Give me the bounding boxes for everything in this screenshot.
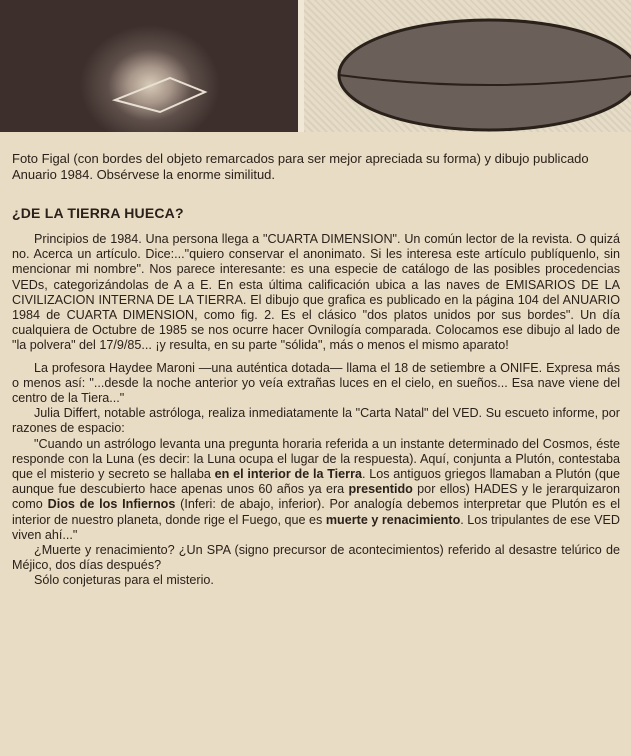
quote-bold-4: muerte y renacimiento xyxy=(325,512,461,527)
figure-caption: Foto Figal (con bordes del objeto remarcados para ser mejor apreciada su forma) y dibujo publicado Anuario 1984. Obsérvese la enorme similitud. xyxy=(12,151,589,182)
quote-part-f: . Los tripulantes de ese VED viven ahí..." xyxy=(12,512,620,542)
quote-bold-1: en el interior de la Tierra xyxy=(214,467,362,482)
quote-part-a: "Cuando un astrólogo levanta una pregunta horaria referida a un instante determinado del Cosmos, éste responde con la Luna (es decir: la Luna ocupa el lugar de la respuesta). Aquí, conjunta a Plutón, contestaba que el misterio y secreto se hallaba xyxy=(12,436,620,482)
photo-strip xyxy=(0,0,631,146)
quote-part-e: (Inferi: de abajo, inferior). Por analogía debemos interpretar que Plutón es el interior de nuestro planeta, donde rige el Fuego, que es xyxy=(12,497,621,527)
quote-part-c: . Los antiguos griegos llamaban a Plutón (que aunque fue descubierto hace apenas unos 60 años ya era xyxy=(12,467,620,497)
ufo-outline-photo xyxy=(0,0,298,146)
paragraph-1: Principios de 1984. Una persona llega a "CUARTA DIMENSION". Un común lector de la revista. O quizá no. Acerca un artículo. Dice:..."quiero conservar el anonimato. Si les interesa este artículo publíquenlo, sin mencionar mi nombre". Nos parece interesante: es una especie de catálogo de las posibles procedencias VEDs, categorizándolas de A a E. En esta última calificación ubica a las naves de EMISARIOS DE LA CIVILIZACION INTERNA DE LA TIERRA. El dibujo que grafica es publicado en la página 104 del ANUARIO 1984 de CUARTA DIMENSION, como fig. 2. Es el clásico "dos platos unidos por sus bordes". Un día cualquiera de Octubre de 1985 se nos ocurre hacer Ovnilogía comparada. Colocamos ese dibujo al lado de "la polvera" del 17/9/85... ¡y resulta, en su parte "sólida", más o menos el mismo aparato! xyxy=(12,232,620,353)
saucer-drawing xyxy=(304,0,631,146)
anuario-drawing xyxy=(304,0,631,146)
paragraph-3: Julia Differt, notable astróloga, realiza inmediatamente la "Carta Natal" del VED. Su escueto informe, por razones de espacio: xyxy=(12,406,620,436)
figal-photo xyxy=(0,0,298,146)
quote-bold-3: Dios de los Infiernos xyxy=(47,497,176,512)
quote-part-d: por ellos) HADES y le jerarquizaron como xyxy=(12,482,621,512)
astrology-quote xyxy=(12,437,620,543)
article-body xyxy=(12,232,620,589)
paragraph-5: Sólo conjeturas para el misterio. xyxy=(34,573,214,588)
paragraph-4: ¿Muerte y renacimiento? ¿Un SPA (signo precursor de acontecimientos) referido al desastre telúrico de Méjico, dos días después? xyxy=(12,543,620,573)
paragraph-2: La profesora Haydee Maroni —una auténtica dotada— llama el 18 de setiembre a ONIFE. Expresa más o menos así: "...desde la noche anterior yo veía extrañas luces en el cielo, en sueños... Esa nave viene del centro de la Tiera..." xyxy=(12,360,620,406)
quote-bold-2: presentido xyxy=(348,482,413,497)
section-heading: ¿DE LA TIERRA HUECA? xyxy=(12,205,184,221)
